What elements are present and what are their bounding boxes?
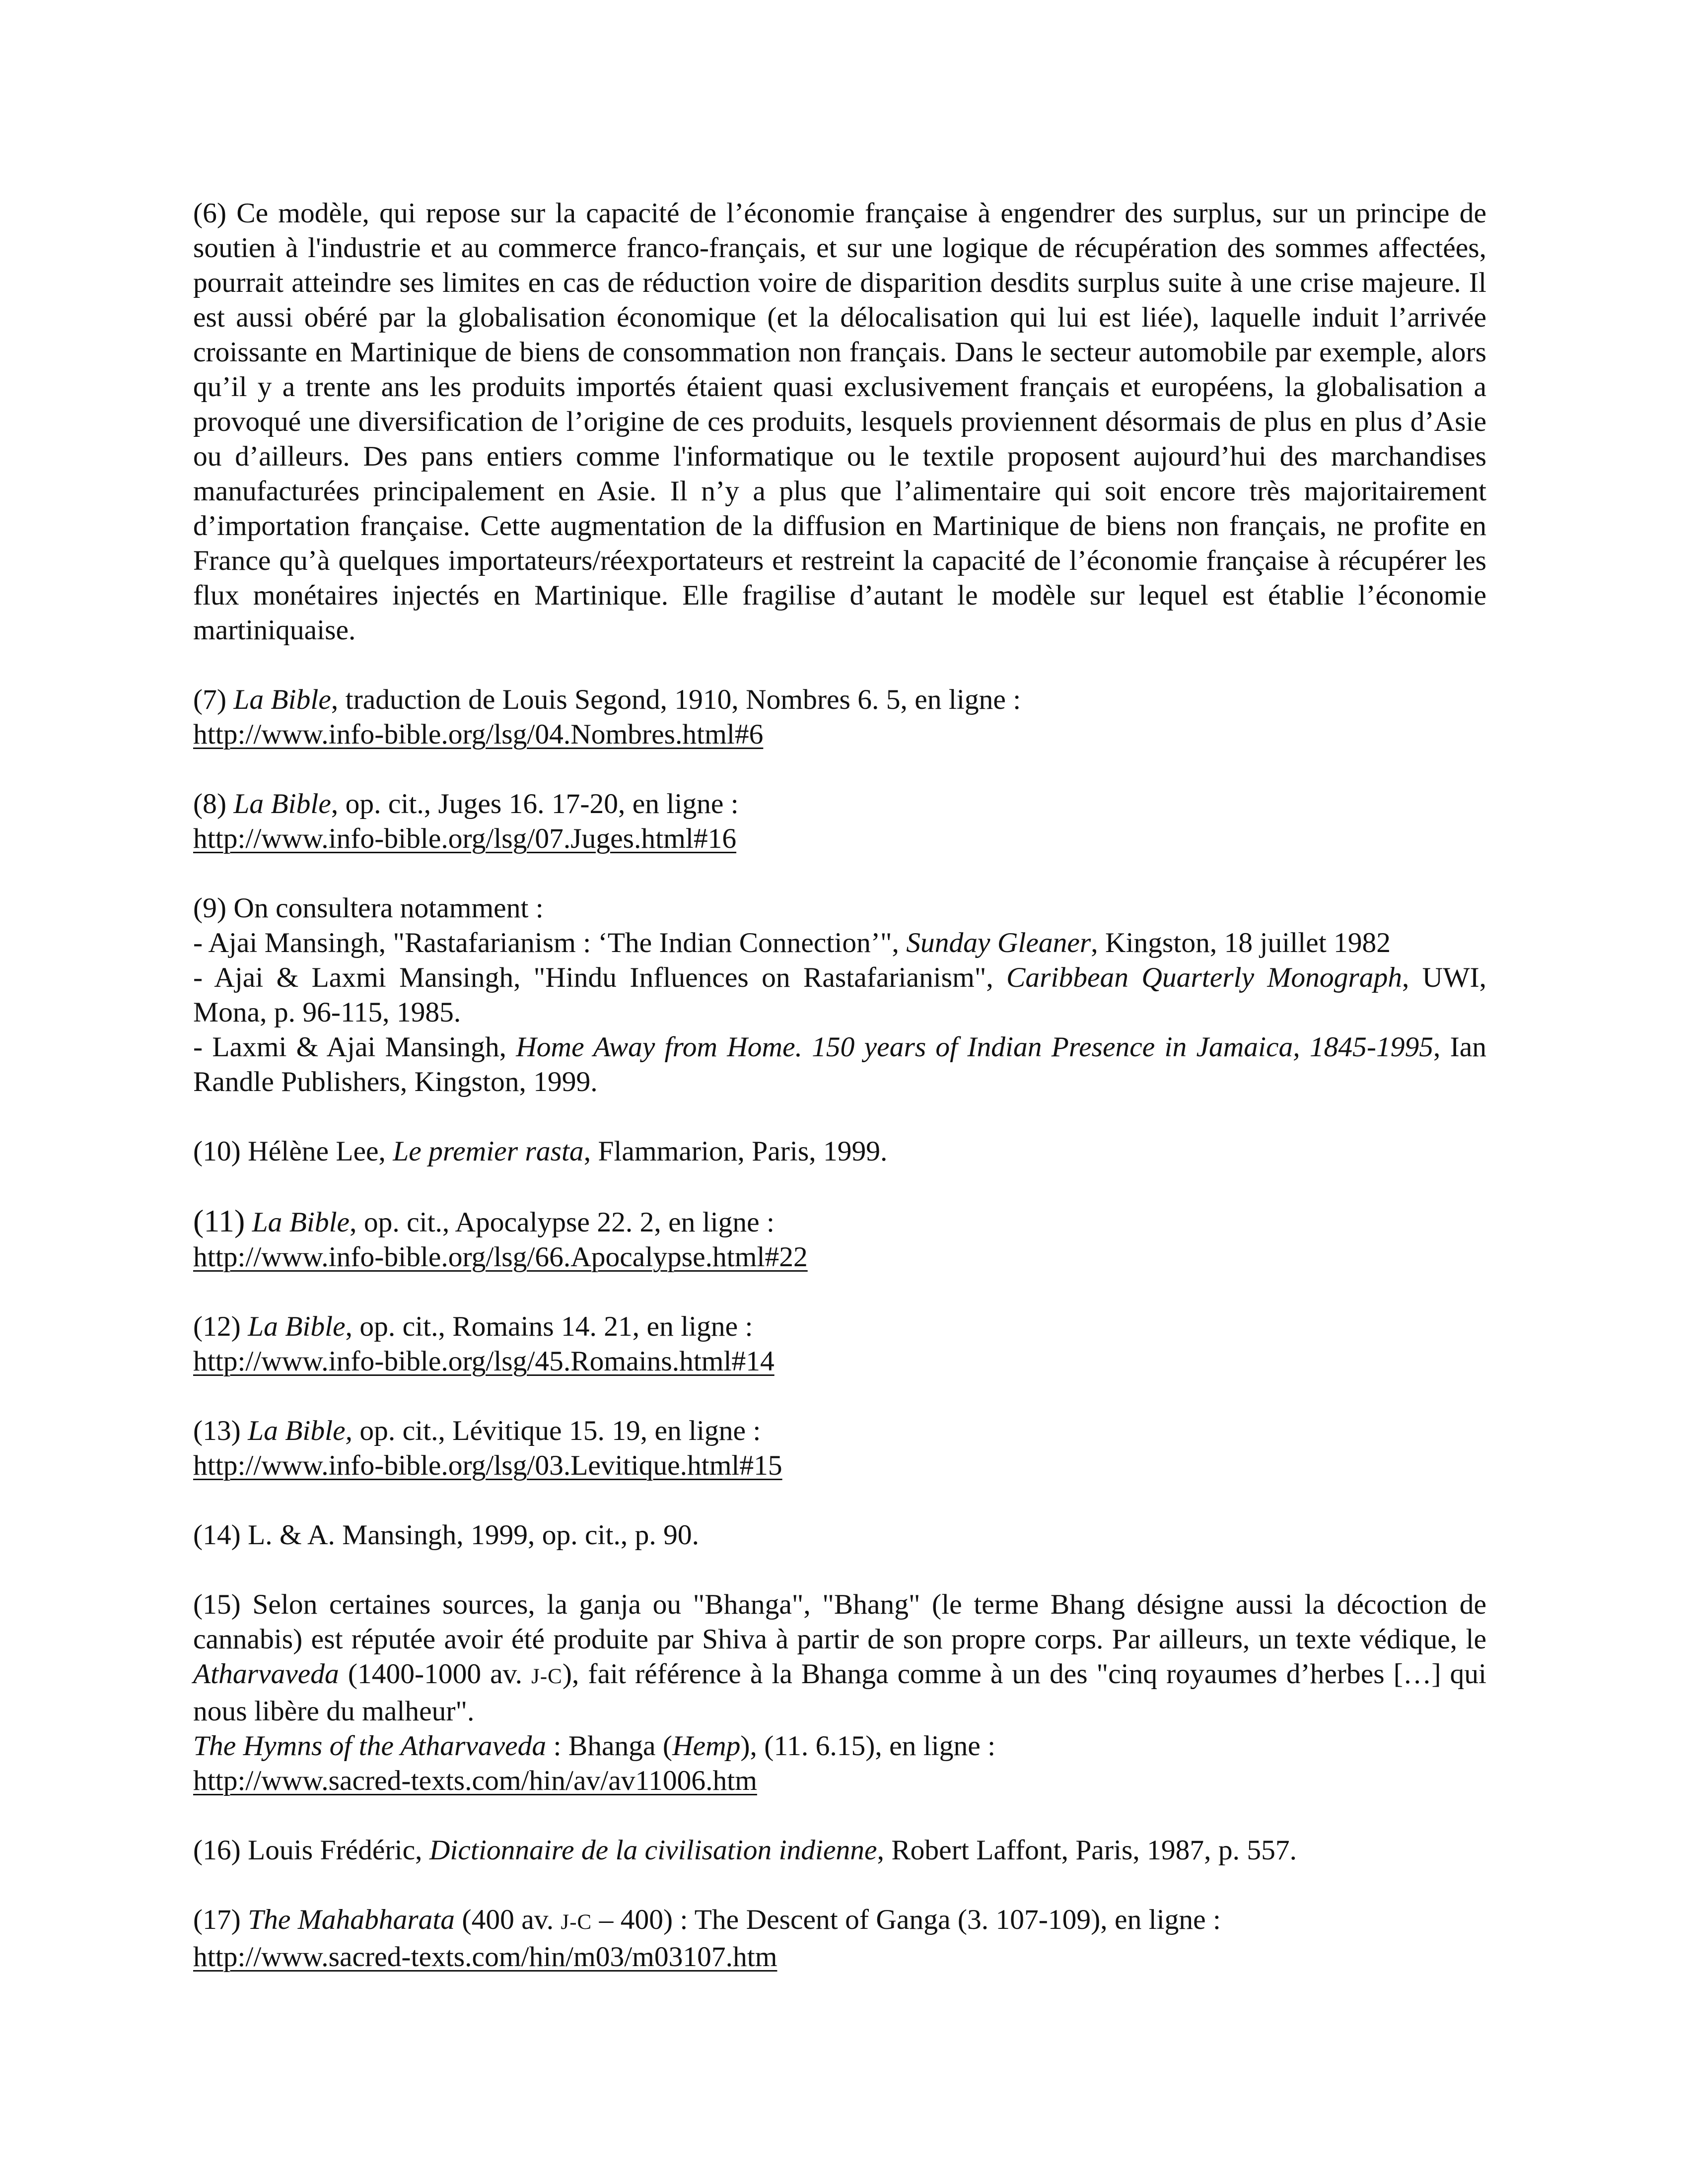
footnote-15-hymns: The Hymns of the Atharvaveda : Bhanga (Hemp), (11. 6.15), en ligne : [193,1730,996,1762]
footnote-9-intro: (9) On consultera notamment : [193,892,544,924]
footnote-7-citation: (7) La Bible, traduction de Louis Segond, 1910, Nombres 6. 5, en ligne : [193,684,1021,715]
book-title: La Bible [248,1311,346,1342]
footnote-6-text: (6) Ce modèle, qui repose sur la capacité de l’économie française à engendrer des surplus, sur un principe de soutien à l'industrie et au commerce franco-français, et sur une logique de récupération des sommes affectées, pourrait atteindre ses limites en cas de réduction voire de disparition desdits surplus suite à une crise majeure. Il est aussi obéré par la globalisation économique (et la délocalisation qui lui est liée), laquelle induit l’arrivée croissante en Martinique de biens de consommation non français. Dans le secteur automobile par exemple, alors qu’il y a trente ans les produits importés étaient quasi exclusivement français et européens, la globalisation a provoqué une diversification de l’origine de ces produits, lesquels proviennent désormais de plus en plus d’Asie ou d’ailleurs. Des pans entiers comme l'informatique ou le textile proposent aujourd’hui des marchandises manufacturées principalement en Asie. Il n’y a plus que l’alimentaire qui soit encore très majoritairement d’importation française. Cette augmentation de la diffusion en Martinique de biens non français, ne profite en France qu’à quelques importateurs/réexportateurs et restreint la capacité de l’économie française à récupérer les flux monétaires injectés en Martinique. Elle fragilise d’autant le modèle sur lequel est établie l’économie martiniquaise. [193,198,1486,646]
footnote-11 [193,1204,1486,1275]
footnote-13-citation: (13) La Bible, op. cit., Lévitique 15. 19, en ligne : [193,1415,761,1446]
footnote-15 [193,1587,1486,1798]
document-page [193,196,1486,2009]
footnote-9-ref-3: - Laxmi & Ajai Mansingh, Home Away from Home. 150 years of Indian Presence in Jamaica, 1845-1995, Ian Randle Publishers, Kingston, 1999. [193,1031,1486,1097]
footnote-15-link[interactable]: http://www.sacred-texts.com/hin/av/av11006.htm [193,1765,757,1796]
footnote-11-link[interactable]: http://www.info-bible.org/lsg/66.Apocalypse.html#22 [193,1241,808,1273]
footnote-9-ref-1: - Ajai Mansingh, "Rastafarianism : ‘The Indian Connection’", Sunday Gleaner, Kingston, 18 juillet 1982 [193,927,1391,958]
book-title: La Bible [233,788,331,819]
footnote-6 [193,196,1486,648]
footnote-10 [193,1134,1486,1169]
footnote-7 [193,682,1486,752]
footnote-11-citation: (11) La Bible, op. cit., Apocalypse 22. 2, en ligne : [193,1203,775,1238]
footnote-9 [193,891,1486,1099]
book-title: La Bible [252,1207,350,1238]
footnote-12-citation: (12) La Bible, op. cit., Romains 14. 21, en ligne : [193,1311,753,1342]
footnote-14-text: (14) L. & A. Mansingh, 1999, op. cit., p. 90. [193,1519,699,1551]
footnote-13-link[interactable]: http://www.info-bible.org/lsg/03.Levitique.html#15 [193,1450,782,1481]
footnote-17-link[interactable]: http://www.sacred-texts.com/hin/m03/m03107.htm [193,1941,777,1973]
footnote-8-citation: (8) La Bible, op. cit., Juges 16. 17-20, en ligne : [193,788,739,819]
footnote-15-text: (15) Selon certaines sources, la ganja ou "Bhanga", "Bhang" (le terme Bhang désigne aussi la décoction de cannabis) est réputée avoir été produite par Shiva à partir de son propre corps. Par ailleurs, un texte védique, le Atharvaveda (1400-1000 av. J-C), fait référence à la Bhanga comme à un des "cinq royaumes d’herbes […] qui nous libère du malheur". [193,1589,1486,1727]
footnote-16 [193,1833,1486,1868]
footnote-12-link[interactable]: http://www.info-bible.org/lsg/45.Romains.html#14 [193,1346,774,1377]
footnote-12 [193,1309,1486,1379]
footnote-13 [193,1414,1486,1483]
footnote-17-citation: (17) The Mahabharata (400 av. J-C – 400) : The Descent of Ganga (3. 107-109), en ligne : [193,1904,1221,1935]
footnote-7-link[interactable]: http://www.info-bible.org/lsg/04.Nombres.html#6 [193,719,764,750]
footnote-8 [193,787,1486,856]
footnote-10-citation: (10) Hélène Lee, Le premier rasta, Flammarion, Paris, 1999. [193,1136,888,1167]
book-title: La Bible, [248,1415,352,1446]
footnote-17 [193,1903,1486,1975]
book-title: La Bible [233,684,331,715]
footnote-14 [193,1518,1486,1553]
footnote-8-link[interactable]: http://www.info-bible.org/lsg/07.Juges.html#16 [193,823,737,854]
footnote-9-ref-2: - Ajai & Laxmi Mansingh, "Hindu Influences on Rastafarianism", Caribbean Quarterly Monograph, UWI, Mona, p. 96-115, 1985. [193,962,1486,1028]
footnote-16-citation: (16) Louis Frédéric, Dictionnaire de la civilisation indienne, Robert Laffont, Paris, 1987, p. 557. [193,1835,1297,1866]
